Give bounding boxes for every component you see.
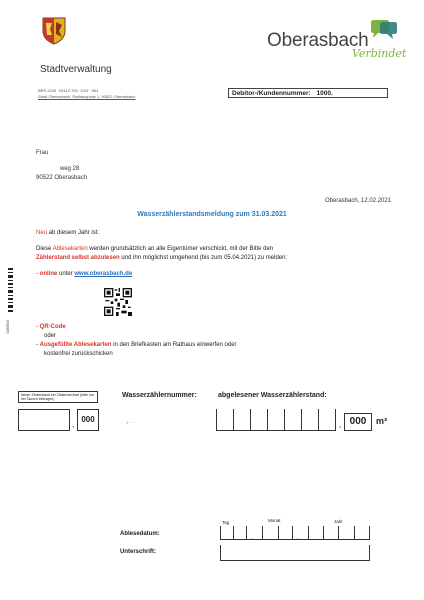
- intro-line: Neu ab diesem Jahr ist:: [36, 230, 100, 236]
- reading-date-input[interactable]: . .: [220, 526, 370, 540]
- reading-decimal-comma: ,: [339, 420, 342, 429]
- signature-label: Unterschrift:: [120, 549, 157, 555]
- meter-reading-input[interactable]: [216, 409, 336, 431]
- address-street: weg 28: [60, 166, 80, 172]
- option-separator: oder: [44, 333, 57, 339]
- coat-of-arms-icon: [42, 17, 66, 45]
- signature-field[interactable]: [220, 545, 370, 561]
- website-link[interactable]: www.oberasbach.de: [74, 271, 133, 277]
- speech-bubble-logo-icon: [368, 19, 398, 41]
- qr-code-icon[interactable]: [104, 288, 132, 316]
- meter-change-note-box: Neuer Zählerstand bei Zählerwechsel (bitte nur bei Tausch eintragen): [18, 391, 98, 403]
- option-online: - online unter www.oberasbach.de: [36, 271, 133, 277]
- meter-reading-label: abgelesener Wasserzählerstand:: [218, 392, 327, 399]
- side-reference-code: 0388503: [6, 320, 10, 334]
- date-header-year: Jahr: [334, 519, 343, 524]
- department-name: Stadtverwaltung: [40, 64, 112, 75]
- paragraph-line-2: Zählerstand selbst abzulesen und ihn möglichst umgehend (bis zum 05.04.2021) zu melden:: [36, 255, 288, 261]
- letter-subject: Wasserzählerstandsmeldung zum 31.03.2021: [137, 211, 287, 218]
- address-salutation: Frau: [36, 150, 49, 156]
- debitor-label: Debitor-/Kundennummer:: [232, 90, 311, 97]
- meter-number-label: Wasserzählernummer:: [122, 392, 197, 399]
- paragraph-line-1: Diese Ablesekarten werden grundsätzlich an alle Eigentümer verschickt, mit der Bitte den: [36, 246, 274, 252]
- old-meter-reading-input[interactable]: [18, 409, 70, 431]
- option-card: - Ausgefüllte Ablesekarten in den Briefkasten am Rathaus einwerfen oder: [36, 342, 237, 348]
- debitor-number-box: [228, 88, 388, 98]
- address-city: 90522 Oberasbach: [36, 175, 88, 181]
- option-qr: - QR-Code: [36, 324, 66, 330]
- brand-name: Oberasbach: [267, 30, 369, 51]
- date-header-day: Tag: [222, 520, 230, 525]
- return-address-line-1: BRS 2249 ·20412·750 ·10/3 · 564: [38, 88, 99, 93]
- option-card-line-2: kostenfrei zurückschicken: [44, 351, 113, 357]
- meter-number-value: 1··· ·: [126, 420, 135, 425]
- reading-date-label: Ablesedatum:: [120, 531, 160, 537]
- debitor-value: 1000.: [316, 90, 333, 97]
- old-meter-decimal-box: 000: [77, 409, 99, 431]
- brand-tagline: Verbindet: [352, 47, 407, 60]
- unit-label: m³: [376, 416, 387, 426]
- decimal-comma: ,: [72, 420, 75, 429]
- date-header-month: Monat: [268, 518, 281, 523]
- return-address-line-2: Stadt Oberasbach, Rathausplatz 1, 90522 Oberasbach: [38, 94, 136, 99]
- barcode-strip-icon: [8, 268, 13, 312]
- reading-decimal-box: 000: [344, 413, 372, 431]
- letter-date: Oberasbach, 12.02.2021: [325, 198, 392, 204]
